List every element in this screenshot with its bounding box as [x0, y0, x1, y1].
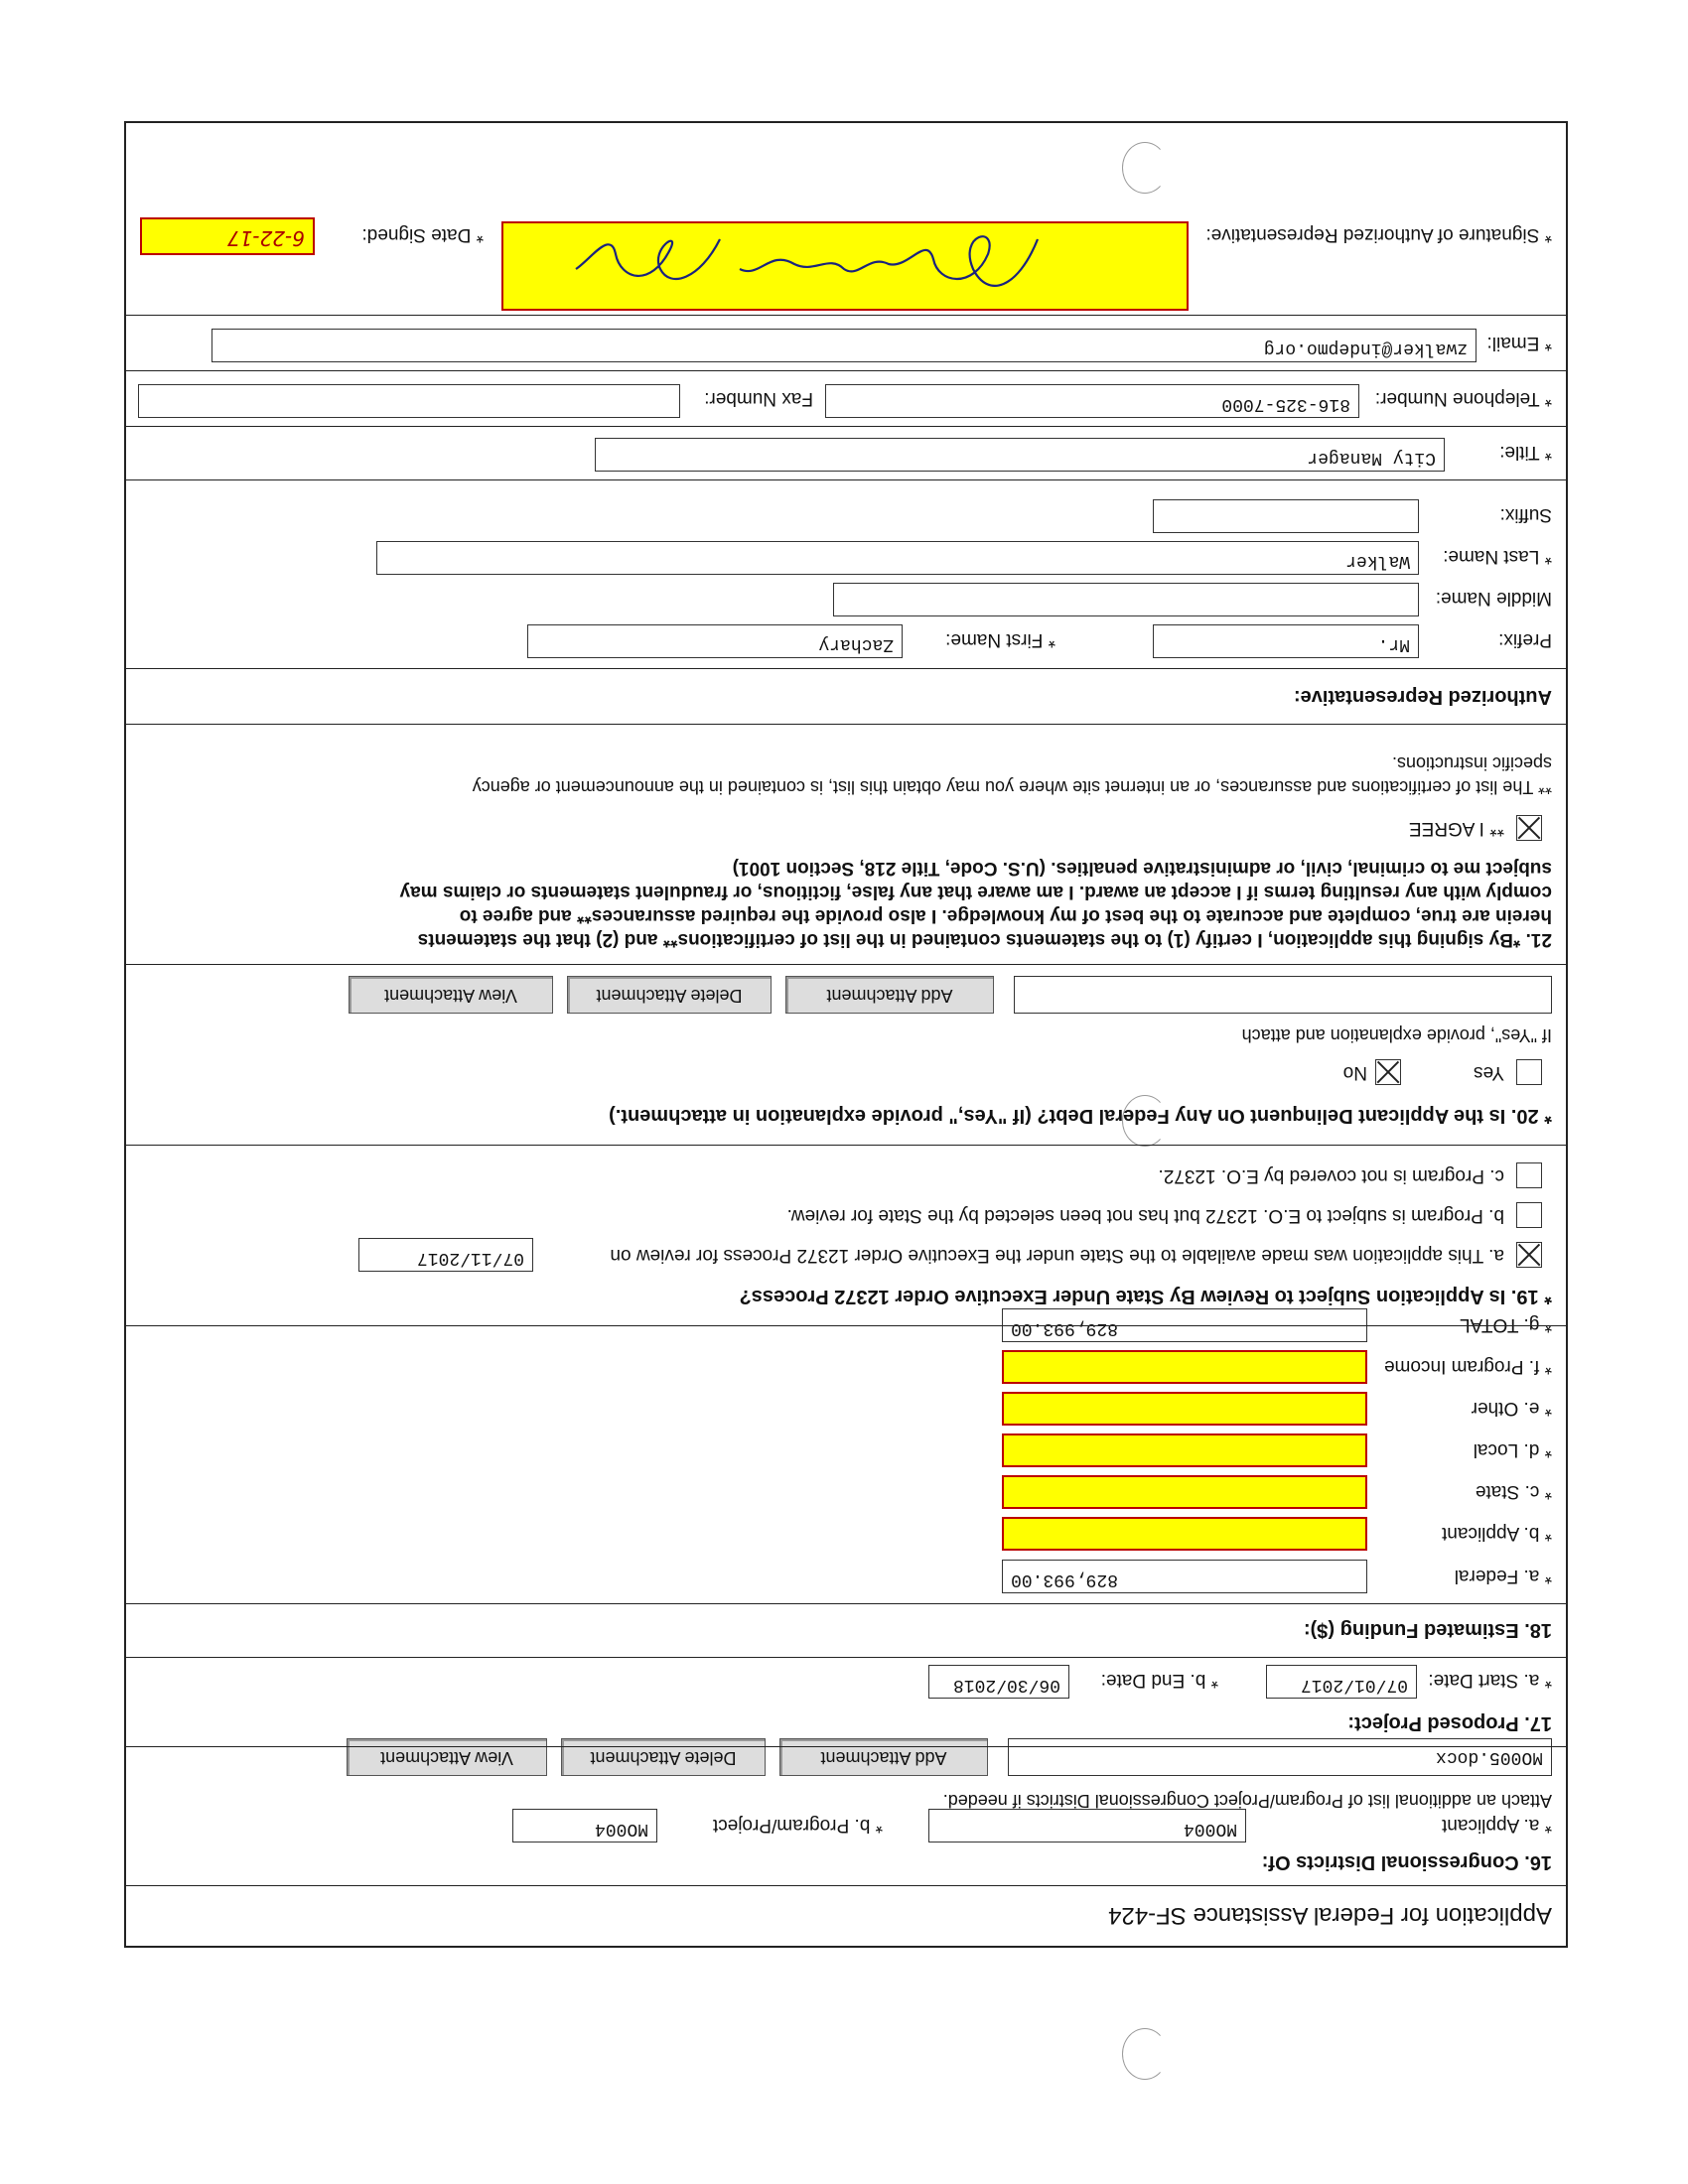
attach-note: Attach an additional list of Program/Project Congressional Districts if needed. — [942, 1791, 1552, 1811]
s16-heading: 16. Congressional Districts Of: — [1261, 1851, 1552, 1873]
funding-local-field[interactable] — [1002, 1433, 1367, 1467]
section-19 — [126, 1146, 1566, 1326]
section-17: 17. Proposed Project: * a. Start Date: 07/01/2017 * b. End Date: 06/30/2018 — [126, 1656, 1566, 1747]
agree-label: ** I AGREE — [1408, 818, 1504, 839]
start-date-field[interactable]: 07/01/2017 — [1266, 1665, 1417, 1699]
view-attachment-button[interactable]: View Attachment — [347, 1738, 547, 1776]
debt-add-attachment-button[interactable]: Add Attachment — [785, 976, 994, 1014]
add-attachment-button[interactable]: Add Attachment — [779, 1738, 988, 1776]
section-16: 16. Congressional Districts Of: * a. Applicant MO004 * b. Program/Project MO004 — [126, 1813, 1566, 1886]
funding-federal-field[interactable]: 829,993.00 — [1002, 1560, 1367, 1593]
rep-signature-row: * Signature of Authorized Representative: * Date Signed: 6-22-17 — [126, 119, 1566, 316]
telephone-field[interactable]: 816-325-7000 — [825, 384, 1359, 418]
funding-state-field[interactable] — [1002, 1475, 1367, 1509]
applicant-district-field[interactable]: MO004 — [928, 1809, 1246, 1843]
s19-heading: * 19. Is Application Subject to Review By State Under Executive Order 12372 Process? — [739, 1286, 1552, 1307]
first-name-field[interactable]: Zachary — [527, 624, 903, 658]
suffix-field[interactable] — [1153, 499, 1419, 533]
attachment-file-field[interactable]: MO005.docx — [1008, 1738, 1552, 1776]
s19-a-text: a. This application was made available to the State under the Executive Order 12372 Process for review on — [610, 1245, 1504, 1266]
prefix-field[interactable]: Mr. — [1153, 624, 1419, 658]
section-20: * 20. Is the Applicant Delinquent On Any Federal Debt? (If "Yes," provide explanation in attachment.) Yes No If "Yes", provide explanation and attach Add Attachment Delete Attachment View Attachment — [126, 965, 1566, 1146]
debt-no-checkbox[interactable] — [1375, 1059, 1401, 1085]
rep-email-row: * Email: zwalker@indepmo.org — [126, 316, 1566, 371]
debt-yes-checkbox[interactable] — [1516, 1059, 1542, 1085]
fax-field[interactable] — [138, 384, 680, 418]
punch-hole — [1122, 2028, 1168, 2080]
email-field[interactable]: zwalker@indepmo.org — [211, 329, 1477, 362]
sf424-form — [124, 121, 1568, 1948]
review-date-field[interactable]: 07/11/2017 — [358, 1238, 533, 1272]
s19-b-text: b. Program is subject to E.O. 12372 but has not been selected by the State for review. — [786, 1205, 1504, 1226]
rep-heading-row — [126, 669, 1566, 725]
program-district-field[interactable]: MO004 — [512, 1809, 657, 1843]
s19-a-checkbox[interactable] — [1516, 1242, 1542, 1268]
title-field[interactable]: City Manager — [595, 438, 1445, 472]
rep-phone-row: * Telephone Number: 816-325-7000 Fax Number: — [126, 371, 1566, 427]
section-18: * a. Federal 829,993.00 * b. Applicant * c. State * d. Local * e. Other * f. Program Income * g. TOTAL 829,993.00 — [126, 1324, 1566, 1604]
debt-delete-attachment-button[interactable]: Delete Attachment — [567, 976, 772, 1014]
handwritten-signature — [499, 219, 1187, 309]
date-signed-field[interactable]: 6-22-17 — [140, 217, 315, 255]
debt-note: If "Yes", provide explanation and attach — [1241, 1025, 1552, 1045]
s19-c-text: c. Program is not covered by E.O. 12372. — [1158, 1165, 1504, 1186]
funding-total-field[interactable]: 829,993.00 — [1002, 1308, 1367, 1342]
s19-c-checkbox[interactable] — [1516, 1162, 1542, 1188]
signature-field[interactable] — [501, 221, 1189, 311]
end-date-field[interactable]: 06/30/2018 — [928, 1665, 1069, 1699]
form-title: Application for Federal Assistance SF-424 — [1108, 1902, 1552, 1929]
section-21: 21. *By signing this application, I certify (1) to the statements contained in the list of certifications** and (2) that the statements herein are true, complete and accurate to the best of my knowledge. I also provide the required assurances** and agree to comply with any resulting terms if I accept an award. I am aware that any false, fictitious, or fraudulent statements or claims may subject me to criminal, civil, or administrative penalties. (U.S. Code, Title 218, Section 1001) ** I AGREE ** The list of certifications and assurances, or an internet site where you may obtain this list, is contained in the announcement or agency specific instructions. — [126, 723, 1566, 965]
s18-heading: 18. Estimated Funding ($): — [1303, 1619, 1552, 1641]
rep-title-row: * Title: City Manager — [126, 427, 1566, 480]
s20-heading: * 20. Is the Applicant Delinquent On Any Federal Debt? (If "Yes," provide explanation in attachment.) — [609, 1105, 1552, 1127]
funding-applicant-field[interactable] — [1002, 1517, 1367, 1551]
last-name-field[interactable]: Walker — [376, 541, 1419, 575]
middle-name-field[interactable] — [833, 583, 1419, 616]
debt-view-attachment-button[interactable]: View Attachment — [349, 976, 553, 1014]
funding-other-field[interactable] — [1002, 1392, 1367, 1426]
debt-attachment-field[interactable] — [1014, 976, 1552, 1014]
funding-program-income-field[interactable] — [1002, 1350, 1367, 1384]
s17-heading: 17. Proposed Project: — [1347, 1712, 1552, 1734]
s19-b-checkbox[interactable] — [1516, 1202, 1542, 1228]
delete-attachment-button[interactable]: Delete Attachment — [561, 1738, 766, 1776]
rep-heading: Authorized Representative: — [1293, 686, 1552, 708]
section-18-heading — [126, 1604, 1566, 1658]
agree-checkbox[interactable] — [1516, 815, 1542, 841]
rep-names: Prefix: Mr. * First Name: Zachary Middle Name: * Last Name: Walker Suffix: — [126, 480, 1566, 669]
